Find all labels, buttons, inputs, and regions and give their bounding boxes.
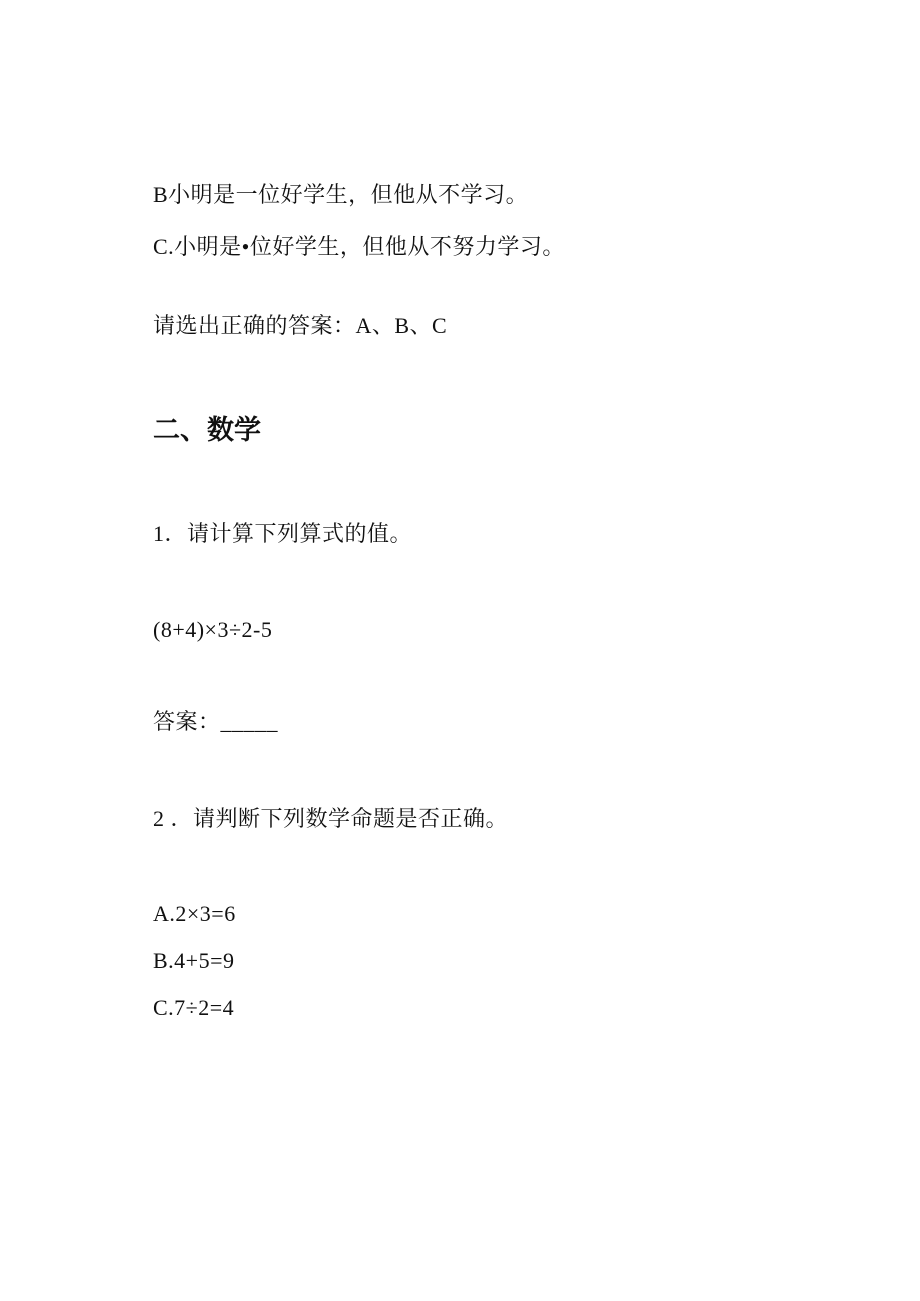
question-2-option-c: C.7÷2=4 (153, 995, 235, 1020)
option-c-text: C.小明是•位好学生，但他从不努力学习。 (153, 234, 565, 259)
question-1-text: 1．请计算下列算式的值。 (153, 521, 413, 546)
question-2-option-b: B.4+5=9 (153, 948, 235, 973)
section-heading-math: 二、数学 (153, 415, 261, 446)
choose-answer-prompt: 请选出正确的答案：A、B、C (153, 313, 448, 338)
question-1-expression: (8+4)×3÷2-5 (153, 617, 273, 642)
question-2-text: 2 ．请判断下列数学命题是否正确。 (153, 806, 509, 831)
option-b-text: B小明是一位好学生，但他从不学习。 (153, 182, 529, 207)
question-1-answer (153, 708, 278, 736)
answer-label: 答案： (153, 709, 221, 734)
answer-blank[interactable]: _____ (220, 709, 279, 734)
question-2-option-a: A.2×3=6 (153, 901, 236, 926)
